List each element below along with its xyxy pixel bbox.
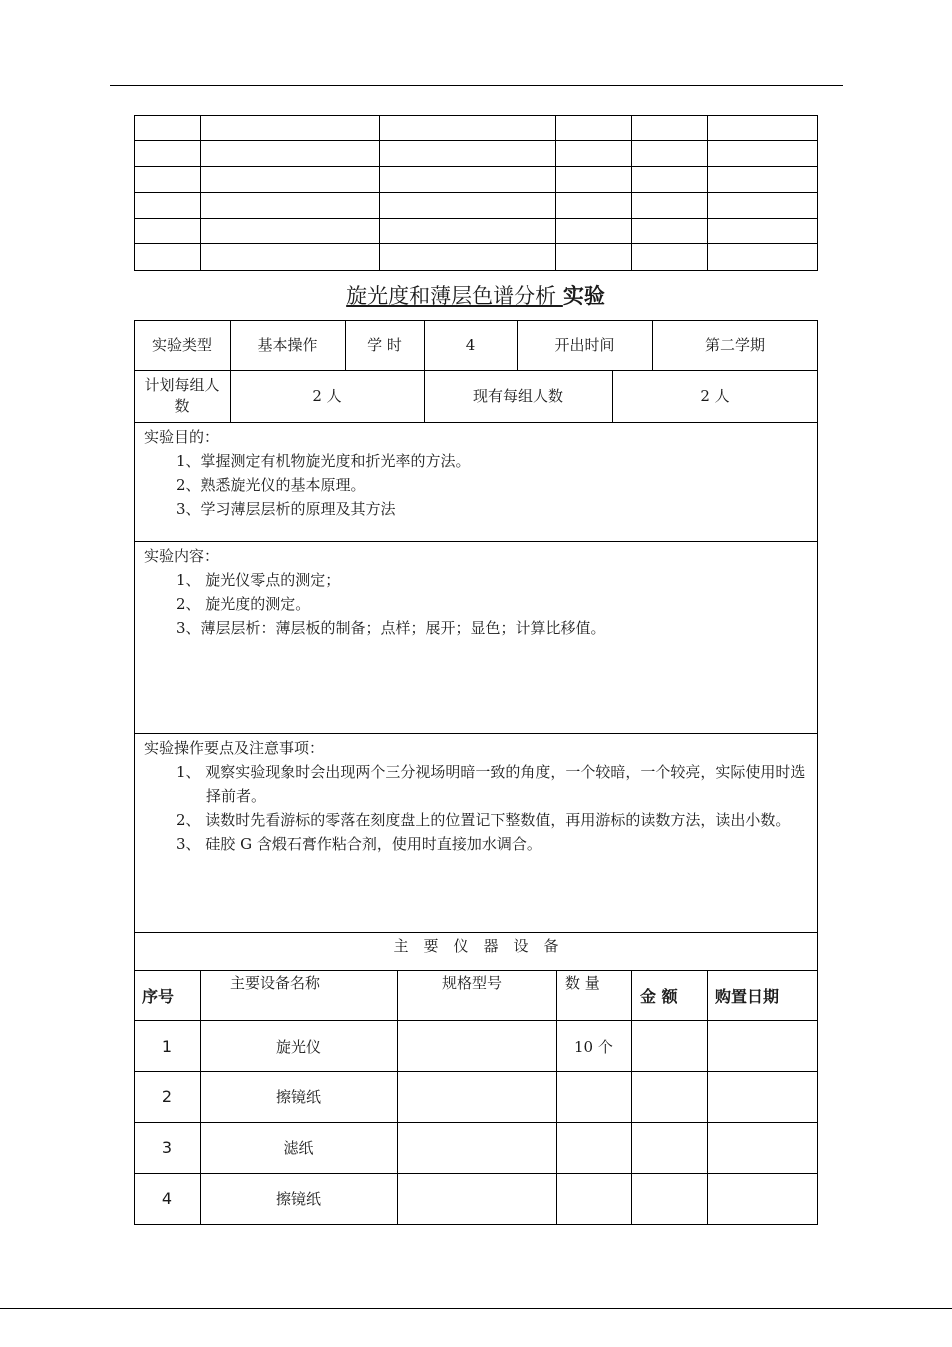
row-index: 3 <box>161 1138 173 1157</box>
header-name: 主要设备名称 <box>229 974 320 992</box>
content-item: 3、薄层层析：薄层板的制备；点样；展开；显色；计算比移值。 <box>176 619 606 637</box>
current-value: 2 人 <box>700 387 730 405</box>
row-name: 擦镜纸 <box>275 1190 321 1208</box>
plan-value: 2 人 <box>312 387 342 405</box>
notes-section <box>144 736 810 856</box>
header-model: 规格型号 <box>441 974 502 992</box>
current-label: 现有每组人数 <box>472 387 563 405</box>
header-date: 购置日期 <box>715 987 780 1006</box>
purpose-item: 2、熟悉旋光仪的基本原理。 <box>176 476 366 494</box>
content-heading: 实验内容： <box>144 547 220 565</box>
title-bold: 实验 <box>562 284 605 308</box>
type-label: 实验类型 <box>151 336 212 354</box>
type-value: 基本操作 <box>257 336 318 354</box>
row-name: 滤纸 <box>283 1139 314 1157</box>
content-section <box>144 544 812 640</box>
hours-value: 4 <box>465 336 476 354</box>
title-underlined: 旋光度和薄层色谱分析 <box>346 284 563 308</box>
header-quantity: 数 量 <box>565 974 600 992</box>
row-name: 擦镜纸 <box>275 1088 321 1106</box>
purpose-heading: 实验目的： <box>144 428 220 446</box>
content-item: 1、 旋光仪零点的测定； <box>176 571 341 589</box>
row-name: 旋光仪 <box>275 1038 321 1056</box>
header-index: 序号 <box>142 987 175 1006</box>
time-value: 第二学期 <box>704 336 765 354</box>
notes-item: 2、 读数时先看游标的零落在刻度盘上的位置记下整数值，再用游标的读数方法，读出小数。 <box>176 811 791 829</box>
notes-item: 1、 观察实验现象时会出现两个三分视场明暗一致的角度，一个较暗，一个较亮，实际使用时选择前者。 <box>176 763 806 805</box>
content-item: 2、 旋光度的测定。 <box>176 595 311 613</box>
time-label: 开出时间 <box>554 336 615 354</box>
notes-item: 3、 硅胶 G 含煅石膏作粘合剂，使用时直接加水调合。 <box>176 835 542 853</box>
row-quantity: 10 个 <box>574 1038 613 1056</box>
notes-heading: 实验操作要点及注意事项： <box>144 739 325 757</box>
row-index: 4 <box>161 1189 173 1208</box>
purpose-item: 1、掌握测定有机物旋光度和折光率的方法。 <box>176 452 471 470</box>
equipment-heading: 主 要 仪 器 设 备 <box>393 937 559 955</box>
page-title <box>134 282 817 310</box>
hours-label: 学 时 <box>367 336 402 354</box>
footer-rule <box>0 1308 952 1309</box>
purpose-section <box>144 425 812 521</box>
purpose-item: 3、学习薄层层析的原理及其方法 <box>176 500 396 518</box>
header-rule <box>110 85 843 86</box>
header-amount: 金 额 <box>640 987 678 1006</box>
plan-label: 计划每组人数 <box>144 376 220 415</box>
row-index: 1 <box>161 1037 173 1056</box>
row-index: 2 <box>161 1087 173 1106</box>
